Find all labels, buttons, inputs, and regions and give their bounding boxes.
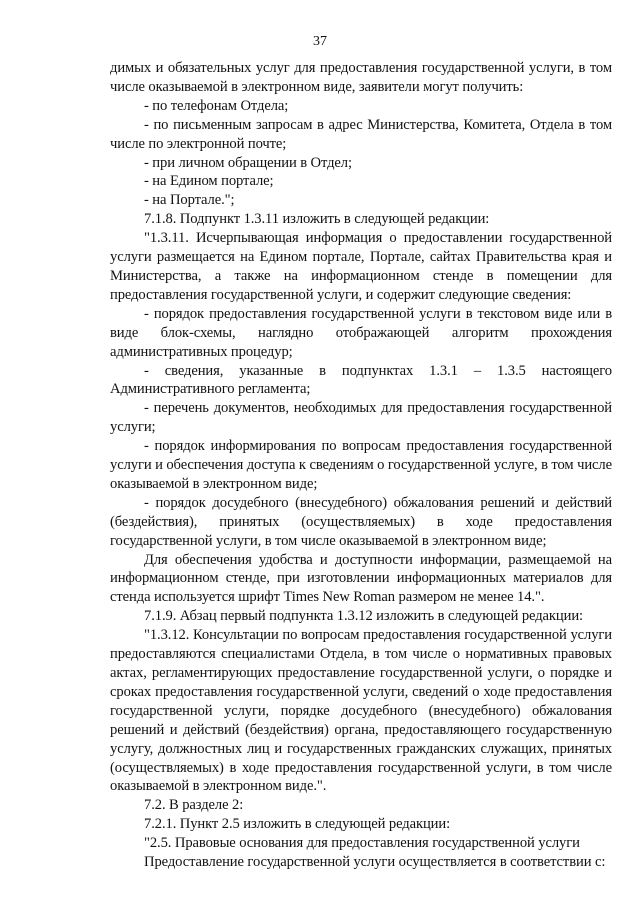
paragraph: 7.1.8. Подпункт 1.3.11 изложить в следующей редакции: [144, 211, 490, 228]
paragraph: - сведения, указанные в подпунктах 1.3.1 – 1.3.5 настоящего Административного регламента; [110, 362, 612, 398]
paragraph: - на Портале."; [144, 192, 235, 209]
paragraph: - при личном обращении в Отдел; [144, 154, 352, 171]
document-body [110, 59, 612, 872]
page-number: 37 [313, 34, 327, 49]
paragraph: - перечень документов, необходимых для предоставления государственной услуги; [110, 400, 612, 436]
paragraph: - по письменным запросам в адрес Министерства, Комитета, Отдела в том числе по электронной почте; [110, 116, 612, 152]
paragraph: "2.5. Правовые основания для предоставления государственной услуги [144, 835, 580, 852]
paragraph: - порядок информирования по вопросам предоставления государственной услуги и обеспечения доступа к сведениям о государственной услуге, в том числе оказываемой в электронном виде; [110, 438, 612, 492]
paragraph: 7.1.9. Абзац первый подпункта 1.3.12 изложить в следующей редакции: [144, 608, 583, 625]
paragraph: - порядок предоставления государственной услуги в текстовом виде или в виде блок-схемы, наглядно отображающей алгоритм прохождения административных процедур; [110, 305, 612, 360]
paragraph: димых и обязательных услуг для предоставления государственной услуги, в том числе оказываемой в электронном виде, заявители могут получить: [110, 60, 612, 95]
paragraph: 7.2.1. Пункт 2.5 изложить в следующей редакции: [144, 816, 451, 833]
paragraph: Для обеспечения удобства и доступности информации, размещаемой на информационном стенде, при изготовлении информационных материалов для стенда используется шрифт Times New Roman размером не менее 14.". [110, 551, 612, 606]
paragraph: Предоставление государственной услуги осуществляется в соответствии с: [144, 854, 606, 871]
paragraph: "1.3.11. Исчерпывающая информация о предоставлении государственной услуги размещается на Едином портале, Портале, сайтах Правительства края и Министерства, а также на информационном стенде в помещении для предоставления государственной услуги, и содержит следующие сведения: [110, 230, 612, 303]
paragraph: 7.2. В разделе 2: [144, 797, 244, 814]
paragraph: - на Едином портале; [144, 173, 274, 190]
paragraph: "1.3.12. Консультации по вопросам предоставления государственной услуги предоставляются специалистами Отдела, в том числе о нормативных правовых актах, регламентирующих предоставление государственной услуги, о порядке и сроках предоставления государственной услуги, сведений о ходе предоставления государственной услуги, порядке досудебного (внесудебного) обжалования решений и действий (бездействия) органа, предоставляющего государственную услугу, должностных лиц и государственных гражданских служащих, принятых (осуществляемых) в ходе предоставления государственной услуги, в том числе оказываемой в электронном виде.". [110, 627, 612, 795]
paragraph: - по телефонам Отдела; [144, 97, 289, 114]
paragraph: - порядок досудебного (внесудебного) обжалования решений и действий (бездействия), принятых (осуществляемых) в ходе предоставления государственной услуги, в том числе оказываемой в электронном виде; [110, 494, 612, 549]
